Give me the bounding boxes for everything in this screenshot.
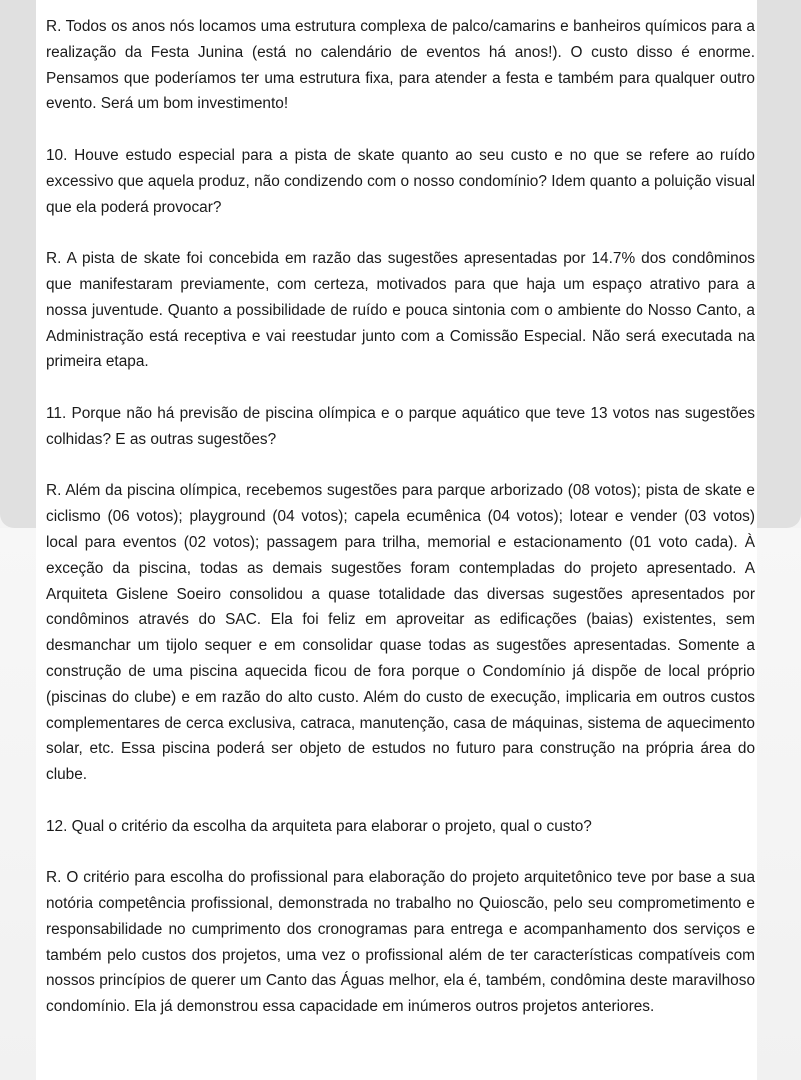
question-paragraph-12: 12. Qual o critério da escolha da arquiteta para elaborar o projeto, qual o custo? — [46, 817, 592, 835]
answer-paragraph-11: R. Além da piscina olímpica, recebemos sugestões para parque arborizado (08 votos); pista de skate e ciclismo (06 votos); playground (04 votos); capela ecumênica (04 votos); lotear e vender (03 votos) local para eventos (02 votos); passagem para trilha, memorial e estacionamento (01 voto cada). À exceção da piscina, todas as demais sugestões foram contempladas do projeto apresentado. A Arquiteta Gislene Soeiro consolidou a quase totalidade das diversas sugestões apresentados por condôminos através do SAC. Ela foi feliz em aproveitar as edificações (baias) existentes, sem desmanchar um tijolo sequer e em consolidar quase todas as sugestões apresentadas. Somente a construção de uma piscina aquecida ficou de fora porque o Condomínio já dispõe de local próprio (piscinas do clube) e em razão do alto custo. Além do custo de execução, implicaria em outros custos complementares de cerca exclusiva, catraca, manutenção, casa de máquinas, sistema de aquecimento solar, etc. Essa piscina poderá ser objeto de estudos no futuro para construção na própria área do clube. — [46, 482, 755, 784]
document-body — [46, 14, 755, 1046]
answer-paragraph-10: R. A pista de skate foi concebida em razão das sugestões apresentadas por 14.7% dos condôminos que manifestaram previamente, com certeza, motivados para que haja um espaço atrativo para a nossa juventude. Quanto a possibilidade de ruído e pouca sintonia com o ambiente do Nosso Canto, a Administração está receptiva e vai reestudar junto com a Comissão Especial. Não será executada na primeira etapa. — [46, 250, 755, 371]
question-paragraph-10: 10. Houve estudo especial para a pista de skate quanto ao seu custo e no que se refere ao ruído excessivo que aquela produz, não condizendo com o nosso condomínio? Idem quanto a poluição visual que ela poderá provocar? — [46, 146, 755, 216]
document-page — [36, 0, 757, 1080]
answer-paragraph-9: R. Todos os anos nós locamos uma estrutura complexa de palco/camarins e banheiros químicos para a realização da Festa Junina (está no calendário de eventos há anos!). O custo disso é enorme. Pensamos que poderíamos ter uma estrutura fixa, para atender a festa e também para qualquer outro evento. Será um bom investimento! — [46, 18, 755, 113]
answer-paragraph-12: R. O critério para escolha do profissional para elaboração do projeto arquitetônico teve por base a sua notória competência profissional, demonstrada no trabalho no Quioscão, pelo seu comprometimento e responsabilidade no cumprimento dos cronogramas para entrega e acompanhamento dos serviços e também pelo custos dos projetos, uma vez o profissional além de ter características compatíveis com nossos princípios de querer um Canto das Águas melhor, ela é, também, condômina deste maravilhoso condomínio. Ela já demonstrou essa capacidade em inúmeros outros projetos anteriores. — [46, 869, 755, 1016]
question-paragraph-11: 11. Porque não há previsão de piscina olímpica e o parque aquático que teve 13 votos nas sugestões colhidas? E as outras sugestões? — [46, 404, 755, 448]
